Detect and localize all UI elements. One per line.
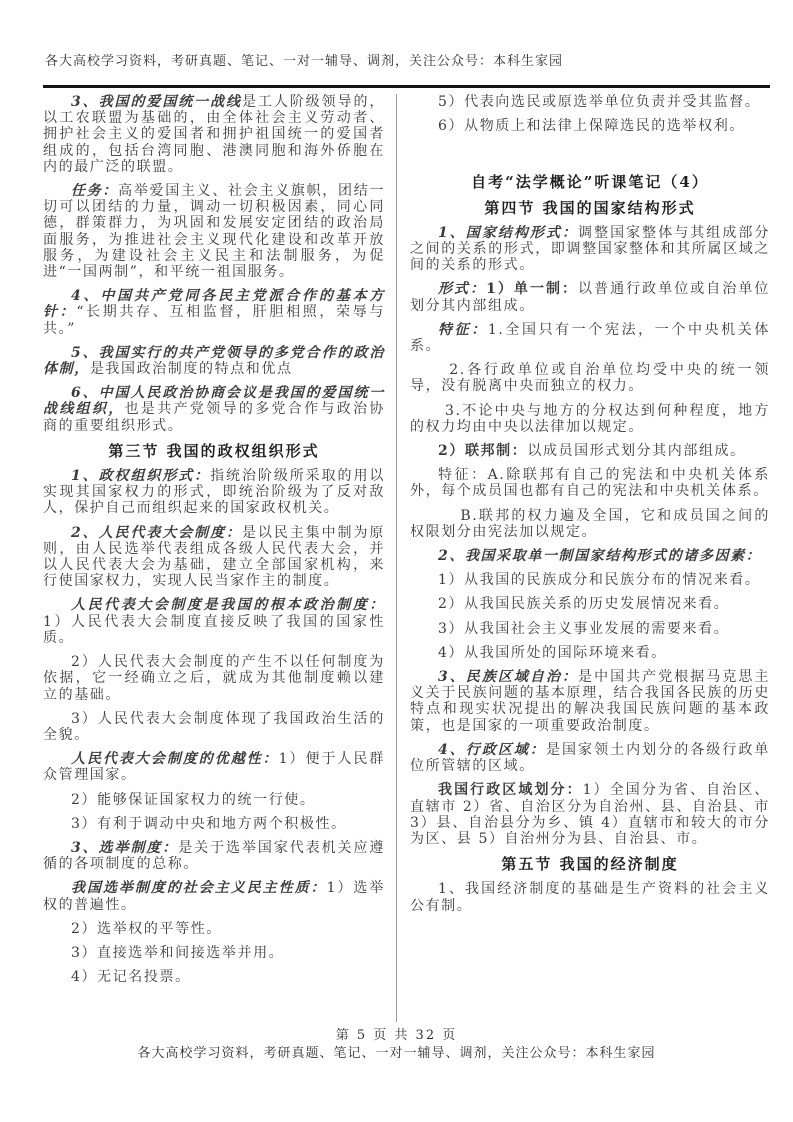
emphasis-text: 特征：: [438, 321, 488, 338]
body-text: 3）有利于调动中央和地方两个积极性。: [71, 815, 347, 832]
paragraph: [410, 508, 770, 540]
paragraph: [43, 792, 385, 808]
paragraph: [410, 596, 770, 612]
body-text: 5）代表向选民或原选举单位负责并受其监督。: [438, 94, 761, 110]
body-text: 以成员国形式划分其内部组成。: [527, 443, 746, 460]
emphasis-text: 2、我国采取单一制国家结构形式的诸多因素：: [438, 548, 762, 565]
left-column: [43, 94, 385, 1022]
emphasis-text: 3、我国的爱国统一战线: [71, 94, 242, 110]
body-text: 以普通行政单位或自治单位划分其内部组成。: [410, 281, 770, 314]
body-text: 第四节 我国的国家结构形式: [484, 198, 696, 217]
paragraph: [43, 385, 385, 434]
body-text: 6）从物质上和法律上保障选民的选举权利。: [438, 118, 745, 135]
paragraph: [43, 345, 385, 377]
two-column-body: [43, 94, 770, 1022]
column-divider: [396, 94, 397, 1022]
body-text: 也是共产党领导的多党合作与政治协商的重要组织形式。: [43, 401, 385, 434]
paragraph: [43, 654, 385, 703]
paragraph: [410, 443, 770, 459]
emphasis-text: 4、行政区域：: [438, 741, 546, 758]
body-text: 4）从我国所处的国际环境来看。: [438, 644, 667, 661]
page-number: 第 5 页 共 32 页: [335, 1028, 458, 1043]
paragraph: [410, 94, 770, 110]
body-text: 是以民主集中制为原则，由人民选举代表组成各级人民代表大会，并以人民代表大会为基础，建立全部国家机构，来行使国家权力，实现人民当家作主的制度。: [43, 524, 385, 590]
body-text: 2）能够保证国家权力的统一行使。: [71, 791, 316, 808]
paragraph: [43, 597, 385, 646]
paragraph: [43, 880, 385, 912]
paragraph: [410, 621, 770, 637]
paragraph: [43, 751, 385, 783]
body-text: 3）人民代表大会制度体现了我国政治生活的全貌。: [43, 710, 385, 743]
section-heading: [410, 200, 770, 216]
body-text: 1）选举权的普遍性。: [43, 880, 385, 913]
paragraph: [410, 467, 770, 499]
paragraph: [410, 782, 770, 847]
paragraph: [410, 362, 770, 394]
body-text: 2）人民代表大会制度的产生不以任何制度为依据，它一经确立之后，就成为其他制度赖以建立的基础。: [43, 654, 385, 703]
bold-text: 2）联邦制：: [438, 443, 528, 460]
body-text: 4）无记名投票。: [71, 969, 191, 986]
emphasis-text: 我国选举制度的社会主义民主性质：: [71, 880, 327, 897]
paragraph: [43, 921, 385, 937]
paragraph: [410, 281, 770, 313]
body-text: 是国家领土内划分的各级行政单位所管辖的区域。: [410, 741, 770, 775]
body-text: 2.各行政单位或自治单位均受中央的统一领导，没有脱离中央而独立的权力。: [410, 362, 770, 395]
body-text: 1.全国只有一个宪法，一个中央机关体系。: [410, 321, 770, 355]
section-heading: [43, 443, 385, 459]
emphasis-text: 1、国家结构形式：: [438, 224, 579, 241]
body-text: 是工人阶级领导的，以工农联盟为基础的，由全体社会主义劳动者、拥护社会主义的爱国者和拥护祖国统一的爱国者组成的，包括台湾同胞、港澳同胞和海外侨胞在内的最广泛的联盟。: [43, 94, 385, 175]
body-text: 1、我国经济制度的基础是生产资料的社会主义公有制。: [410, 881, 770, 914]
emphasis-text: 5、我国实行的共产党领导的多党合作的政治体制，: [43, 344, 385, 378]
body-text: 高举爱国主义、社会主义旗帜，团结一切可以团结的力量，调动一切积极因素，同心同德，群策群力，为巩固和发展安定团结的政治局面服务，为推进社会主义现代化建设和改革开放服务，为建设社会主义民主和法制服务，为促进“一国两制”，和平统一祖国服务。: [43, 183, 385, 281]
body-text: 2）选举权的平等性。: [71, 920, 222, 937]
paragraph: [410, 669, 770, 734]
paragraph: [410, 118, 770, 134]
emphasis-text: 人民代表大会制度的优越性：: [71, 751, 279, 768]
body-text: 3）从我国社会主义事业发展的需要来看。: [438, 620, 730, 637]
body-text: 第三节 我国的政权组织形式: [108, 441, 320, 460]
body-text: 1）便于人民群众管理国家。: [43, 751, 385, 784]
page-header-text: 各大高校学习资料，考研真题、笔记、一对一辅导、调剂，关注公众号：本科生家园: [45, 54, 564, 69]
body-text: 1）人民代表大会制度直接反映了我国的国家性质。: [43, 613, 385, 646]
body-text: 特征：A.除联邦有自己的宪法和中央机关体系外，每个成员国也都有自己的宪法和中央机关体系。: [410, 467, 770, 500]
body-text: 1）从我国的民族成分和民族分布的情况来看。: [438, 572, 761, 589]
emphasis-text: 1、政权组织形式：: [71, 468, 211, 485]
body-text: 是关于选举国家代表机关应遵循的各项制度的总称。: [43, 839, 385, 873]
body-text: 自考“法学概论”听课笔记（4）: [471, 173, 709, 192]
paragraph: [43, 94, 385, 175]
body-text: 指统治阶级所采取的用以实现其国家权力的形式，即统治阶级为了反对敌人，保护自己而组织起来的国家政权机关。: [43, 468, 385, 517]
paragraph: [43, 840, 385, 872]
body-text: 是我国政治制度的特点和优点: [89, 361, 293, 378]
paragraph: [410, 548, 770, 564]
body-text: 2）从我国民族关系的历史发展情况来看。: [438, 596, 730, 613]
paragraph: [43, 711, 385, 743]
body-text: 1）全国分为省、自治区、直辖市 2）省、自治区分为自治州、县、自治县、市 3）县、自治县分为乡、镇 4）直辖市和较大的市分为区、县 5）自治州分为县、自治县、市。: [410, 782, 770, 847]
page-footer-text: 各大高校学习资料，考研真题、笔记、一对一辅导、调剂，关注公众号：本科生家园: [137, 1046, 656, 1061]
emphasis-text: 6、中国人民政治协商会议是我国的爱国统一战线组织，: [43, 385, 385, 418]
bold-text: 我国行政区域划分：: [438, 782, 583, 799]
right-column: [410, 94, 770, 1022]
body-text: B.联邦的权力遍及全国，它和成员国之间的权限划分由宪法加以规定。: [410, 507, 770, 540]
emphasis-text: 形式：: [438, 281, 487, 298]
notes-title: [410, 174, 770, 190]
paragraph: [43, 816, 385, 832]
bold-text: 1）单一制：: [486, 281, 579, 298]
body-text: 3.不论中央与地方的分权达到何种程度，地方的权力均由中央以法律加以规定。: [410, 402, 770, 435]
paragraph: [410, 881, 770, 913]
emphasis-text: 任务：: [71, 183, 119, 200]
paragraph: [43, 288, 385, 337]
emphasis-text: 人民代表大会制度是我国的根本政治制度：: [71, 597, 385, 614]
body-text: 第五节 我国的经济制度: [501, 855, 679, 874]
body-text: 调整国家整体与其组成部分之间的关系的形式，即调整国家整体和其所属区域之间的关系的形式。: [410, 224, 770, 274]
paragraph: [43, 468, 385, 517]
body-text: 是中国共产党根据马克思主义关于民族问题的基本原理，结合我国各民族的历史特点和现实状况提出的解决我国民族问题的基本政策，也是国家的一项重要政治制度。: [410, 669, 770, 734]
header-rule: [43, 85, 770, 88]
body-text: 3）直接选举和间接选举并用。: [71, 944, 285, 961]
paragraph: [43, 945, 385, 961]
paragraph: [43, 183, 385, 280]
paragraph: [410, 572, 770, 588]
paragraph: [410, 742, 770, 774]
paragraph: [410, 225, 770, 274]
paragraph: [410, 645, 770, 661]
paragraph: [43, 525, 385, 590]
emphasis-text: 3、选举制度：: [71, 839, 179, 856]
paragraph: [43, 969, 385, 985]
body-text: “长期共存、互相监督，肝胆相照，荣辱与共。”: [43, 304, 385, 337]
emphasis-text: 4、中国共产党同各民主党派合作的基本方针：: [43, 288, 385, 321]
paragraph: [410, 322, 770, 354]
section-heading: [410, 856, 770, 872]
emphasis-text: 3、民族区域自治：: [438, 669, 579, 686]
paragraph: [410, 403, 770, 435]
emphasis-text: 2、人民代表大会制度：: [71, 524, 242, 541]
